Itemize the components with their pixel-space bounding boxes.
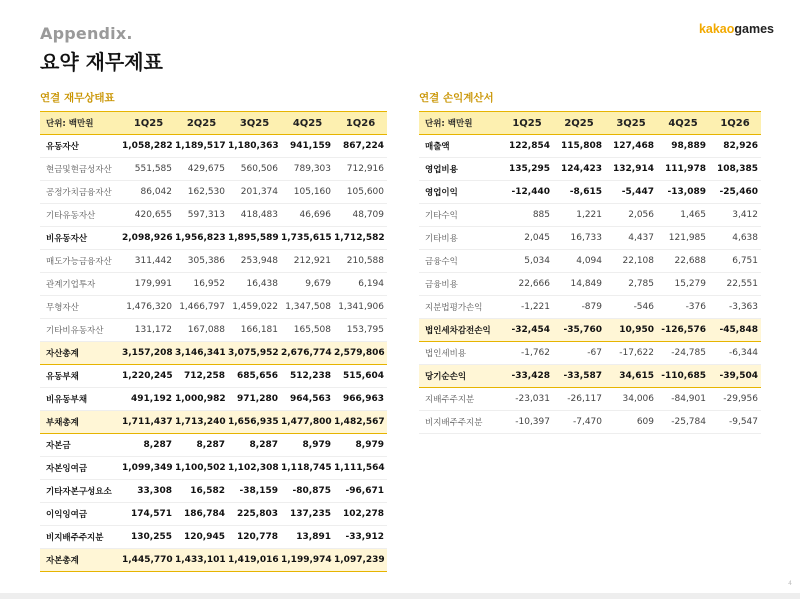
income-statement-title: 연결 손익계산서 [419, 92, 494, 104]
table-cell: 685,656 [228, 365, 281, 388]
table-row [419, 319, 761, 342]
row-label: 매도가능금융자산 [40, 250, 122, 273]
table-cell: 885 [501, 204, 553, 227]
row-label: 매출액 [419, 135, 501, 158]
table-cell: -80,875 [281, 480, 334, 503]
table-cell: 512,238 [281, 365, 334, 388]
table-cell: 8,979 [281, 434, 334, 457]
row-label: 자본잉여금 [40, 457, 122, 480]
table-cell: -67 [553, 342, 605, 365]
table-cell: 609 [605, 411, 657, 434]
table-cell: -110,685 [657, 365, 709, 388]
table-cell: 8,287 [122, 434, 175, 457]
table-row [40, 411, 387, 434]
table-cell: 1,713,240 [175, 411, 228, 434]
table-cell: 418,483 [228, 204, 281, 227]
table-row [419, 296, 761, 319]
table-cell: 1,189,517 [175, 135, 228, 158]
table-cell: 1,476,320 [122, 296, 175, 319]
table-cell: 551,585 [122, 158, 175, 181]
table-cell: -879 [553, 296, 605, 319]
table-cell: -24,785 [657, 342, 709, 365]
table-cell: 971,280 [228, 388, 281, 411]
table-cell: 46,696 [281, 204, 334, 227]
table-cell: 311,442 [122, 250, 175, 273]
table-cell: 420,655 [122, 204, 175, 227]
table-cell: 13,891 [281, 526, 334, 549]
row-label: 유동자산 [40, 135, 122, 158]
column-header: 4Q25 [657, 112, 709, 135]
table-cell: 1,180,363 [228, 135, 281, 158]
table-cell: 22,108 [605, 250, 657, 273]
table-cell: 2,056 [605, 204, 657, 227]
table-cell: -84,901 [657, 388, 709, 411]
table-cell: 712,258 [175, 365, 228, 388]
table-cell: 16,733 [553, 227, 605, 250]
table-cell: 253,948 [228, 250, 281, 273]
table-row [419, 135, 761, 158]
table-cell: 14,849 [553, 273, 605, 296]
table-cell: 1,058,282 [122, 135, 175, 158]
logo-prefix: kakao [698, 22, 735, 36]
table-cell: -45,848 [709, 319, 761, 342]
row-label: 관계기업투자 [40, 273, 122, 296]
income-header-row [419, 112, 761, 135]
table-cell: 111,978 [657, 158, 709, 181]
table-row [40, 158, 387, 181]
table-cell: -6,344 [709, 342, 761, 365]
column-header: 1Q26 [334, 112, 387, 135]
row-label: 기타비용 [419, 227, 501, 250]
table-cell: 8,287 [228, 434, 281, 457]
row-label: 법인세차감전손익 [419, 319, 501, 342]
table-cell: 82,926 [709, 135, 761, 158]
table-cell: -33,912 [334, 526, 387, 549]
table-cell: 597,313 [175, 204, 228, 227]
table-cell: 105,600 [334, 181, 387, 204]
table-row [419, 158, 761, 181]
table-cell: -26,117 [553, 388, 605, 411]
row-label: 영업비용 [419, 158, 501, 181]
table-cell: 1,459,022 [228, 296, 281, 319]
row-label: 현금및현금성자산 [40, 158, 122, 181]
column-header: 4Q25 [281, 112, 334, 135]
table-cell: 48,709 [334, 204, 387, 227]
table-row [419, 388, 761, 411]
table-cell: 34,006 [605, 388, 657, 411]
column-header: 2Q25 [553, 112, 605, 135]
table-cell: 201,374 [228, 181, 281, 204]
table-row [40, 273, 387, 296]
table-cell: 102,278 [334, 503, 387, 526]
table-cell: 1,956,823 [175, 227, 228, 250]
table-cell: 210,588 [334, 250, 387, 273]
table-cell: 131,172 [122, 319, 175, 342]
table-cell: 789,303 [281, 158, 334, 181]
table-cell: 186,784 [175, 503, 228, 526]
row-label: 비유동자산 [40, 227, 122, 250]
table-cell: 4,094 [553, 250, 605, 273]
table-cell: 560,506 [228, 158, 281, 181]
row-label: 부채총계 [40, 411, 122, 434]
table-cell: 98,889 [657, 135, 709, 158]
column-header: 1Q25 [122, 112, 175, 135]
table-cell: 105,160 [281, 181, 334, 204]
table-cell: 153,795 [334, 319, 387, 342]
table-cell: 124,423 [553, 158, 605, 181]
table-row [40, 526, 387, 549]
table-cell: -5,447 [605, 181, 657, 204]
table-cell: 165,508 [281, 319, 334, 342]
table-cell: 2,098,926 [122, 227, 175, 250]
row-label: 유동부채 [40, 365, 122, 388]
table-cell: 2,785 [605, 273, 657, 296]
table-cell: -35,760 [553, 319, 605, 342]
table-row [419, 342, 761, 365]
table-cell: 22,666 [501, 273, 553, 296]
table-cell: 127,468 [605, 135, 657, 158]
table-cell: 712,916 [334, 158, 387, 181]
table-row [40, 457, 387, 480]
table-cell: 166,181 [228, 319, 281, 342]
row-label: 비지배주주지분 [419, 411, 501, 434]
unit-label: 단위: 백만원 [40, 112, 122, 135]
table-cell: -9,547 [709, 411, 761, 434]
table-cell: 137,235 [281, 503, 334, 526]
table-cell: 16,438 [228, 273, 281, 296]
table-row [419, 181, 761, 204]
row-label: 이익잉여금 [40, 503, 122, 526]
footer-bar [0, 593, 800, 599]
table-cell: 1,477,800 [281, 411, 334, 434]
table-cell: -25,784 [657, 411, 709, 434]
table-cell: -33,587 [553, 365, 605, 388]
table-cell: 10,950 [605, 319, 657, 342]
table-cell: 6,194 [334, 273, 387, 296]
table-cell: -376 [657, 296, 709, 319]
table-cell: 515,604 [334, 365, 387, 388]
table-cell: 3,157,208 [122, 342, 175, 365]
row-label: 자산총계 [40, 342, 122, 365]
row-label: 기타자본구성요소 [40, 480, 122, 503]
table-row [40, 434, 387, 457]
table-row [40, 296, 387, 319]
table-cell: 120,778 [228, 526, 281, 549]
table-cell: -8,615 [553, 181, 605, 204]
table-cell: 1,466,797 [175, 296, 228, 319]
table-cell: 964,563 [281, 388, 334, 411]
table-cell: -7,470 [553, 411, 605, 434]
table-cell: -10,397 [501, 411, 553, 434]
table-cell: 3,146,341 [175, 342, 228, 365]
table-cell: -96,671 [334, 480, 387, 503]
table-row [40, 365, 387, 388]
table-cell: 162,530 [175, 181, 228, 204]
row-label: 공정가치금융자산 [40, 181, 122, 204]
table-cell: 16,952 [175, 273, 228, 296]
table-cell: 1,199,974 [281, 549, 334, 572]
table-cell: 2,676,774 [281, 342, 334, 365]
row-label: 기타유동자산 [40, 204, 122, 227]
table-cell: 1,445,770 [122, 549, 175, 572]
table-cell: 1,111,564 [334, 457, 387, 480]
table-cell: 2,045 [501, 227, 553, 250]
column-header: 3Q25 [605, 112, 657, 135]
table-row [419, 365, 761, 388]
table-cell: 867,224 [334, 135, 387, 158]
row-label: 자본금 [40, 434, 122, 457]
column-header: 1Q25 [501, 112, 553, 135]
table-cell: 121,985 [657, 227, 709, 250]
table-cell: 1,102,308 [228, 457, 281, 480]
table-cell: 9,679 [281, 273, 334, 296]
table-cell: 135,295 [501, 158, 553, 181]
kakaogames-logo [699, 22, 774, 36]
table-cell: 86,042 [122, 181, 175, 204]
table-cell: 1,433,101 [175, 549, 228, 572]
table-row [40, 388, 387, 411]
row-label: 비지배주주지분 [40, 526, 122, 549]
table-cell: 1,118,745 [281, 457, 334, 480]
table-cell: 305,386 [175, 250, 228, 273]
table-cell: 491,192 [122, 388, 175, 411]
table-cell: 22,551 [709, 273, 761, 296]
table-cell: 212,921 [281, 250, 334, 273]
table-cell: -29,956 [709, 388, 761, 411]
table-cell: 115,808 [553, 135, 605, 158]
row-label: 금융비용 [419, 273, 501, 296]
table-cell: 1,341,906 [334, 296, 387, 319]
unit-label: 단위: 백만원 [419, 112, 501, 135]
page-pre-title: Appendix. [40, 24, 133, 43]
row-label: 자본총계 [40, 549, 122, 572]
table-cell: 1,711,437 [122, 411, 175, 434]
table-row [419, 411, 761, 434]
table-cell: 1,735,615 [281, 227, 334, 250]
table-cell: 34,615 [605, 365, 657, 388]
table-cell: 167,088 [175, 319, 228, 342]
table-row [419, 227, 761, 250]
column-header: 1Q26 [709, 112, 761, 135]
table-cell: 130,255 [122, 526, 175, 549]
table-cell: 15,279 [657, 273, 709, 296]
table-cell: 429,675 [175, 158, 228, 181]
table-cell: 1,220,245 [122, 365, 175, 388]
balance-header-row [40, 112, 387, 135]
table-row [40, 204, 387, 227]
table-cell: 1,100,502 [175, 457, 228, 480]
table-cell: 1,000,982 [175, 388, 228, 411]
table-cell: 3,075,952 [228, 342, 281, 365]
table-cell: 1,895,589 [228, 227, 281, 250]
table-cell: -12,440 [501, 181, 553, 204]
table-cell: 120,945 [175, 526, 228, 549]
row-label: 기타비유동자산 [40, 319, 122, 342]
table-cell: -1,762 [501, 342, 553, 365]
table-row [40, 227, 387, 250]
table-cell: 1,221 [553, 204, 605, 227]
table-cell: 179,991 [122, 273, 175, 296]
table-cell: 4,437 [605, 227, 657, 250]
table-cell: 33,308 [122, 480, 175, 503]
balance-sheet-table [40, 111, 387, 572]
table-cell: 1,465 [657, 204, 709, 227]
logo-suffix: games [734, 22, 774, 36]
table-cell: 22,688 [657, 250, 709, 273]
table-cell: -25,460 [709, 181, 761, 204]
table-row [419, 273, 761, 296]
table-cell: 2,579,806 [334, 342, 387, 365]
table-row [40, 181, 387, 204]
table-cell: 1,656,935 [228, 411, 281, 434]
column-header: 2Q25 [175, 112, 228, 135]
table-row [419, 250, 761, 273]
table-cell: 4,638 [709, 227, 761, 250]
table-cell: -38,159 [228, 480, 281, 503]
table-cell: 1,097,239 [334, 549, 387, 572]
row-label: 금융수익 [419, 250, 501, 273]
table-cell: -13,089 [657, 181, 709, 204]
income-statement-table [419, 111, 761, 434]
table-cell: 16,582 [175, 480, 228, 503]
row-label: 당기순손익 [419, 365, 501, 388]
table-row [40, 250, 387, 273]
row-label: 영업이익 [419, 181, 501, 204]
table-cell: 1,712,582 [334, 227, 387, 250]
row-label: 지분법평가손익 [419, 296, 501, 319]
table-row [40, 319, 387, 342]
table-cell: 132,914 [605, 158, 657, 181]
table-cell: -32,454 [501, 319, 553, 342]
table-cell: 941,159 [281, 135, 334, 158]
table-row [40, 480, 387, 503]
table-row [40, 549, 387, 572]
table-cell: -17,622 [605, 342, 657, 365]
table-cell: -546 [605, 296, 657, 319]
table-cell: 1,482,567 [334, 411, 387, 434]
table-cell: -39,504 [709, 365, 761, 388]
page-title: 요약 재무제표 [40, 50, 163, 74]
table-cell: 3,412 [709, 204, 761, 227]
row-label: 비유동부채 [40, 388, 122, 411]
table-cell: 8,979 [334, 434, 387, 457]
row-label: 지배주주지분 [419, 388, 501, 411]
table-cell: -23,031 [501, 388, 553, 411]
table-cell: 1,419,016 [228, 549, 281, 572]
table-row [40, 135, 387, 158]
row-label: 법인세비용 [419, 342, 501, 365]
table-cell: -126,576 [657, 319, 709, 342]
table-row [40, 342, 387, 365]
table-cell: 1,347,508 [281, 296, 334, 319]
column-header: 3Q25 [228, 112, 281, 135]
table-cell: 1,099,349 [122, 457, 175, 480]
table-cell: 225,803 [228, 503, 281, 526]
table-cell: 108,385 [709, 158, 761, 181]
table-cell: 8,287 [175, 434, 228, 457]
balance-sheet-title: 연결 재무상태표 [40, 92, 115, 104]
row-label: 기타수익 [419, 204, 501, 227]
table-cell: 122,854 [501, 135, 553, 158]
table-row [40, 503, 387, 526]
table-cell: 966,963 [334, 388, 387, 411]
table-cell: 6,751 [709, 250, 761, 273]
table-cell: -33,428 [501, 365, 553, 388]
table-cell: 174,571 [122, 503, 175, 526]
page-number: 4 [788, 580, 792, 587]
table-cell: -1,221 [501, 296, 553, 319]
table-row [419, 204, 761, 227]
table-cell: -3,363 [709, 296, 761, 319]
table-cell: 5,034 [501, 250, 553, 273]
row-label: 무형자산 [40, 296, 122, 319]
